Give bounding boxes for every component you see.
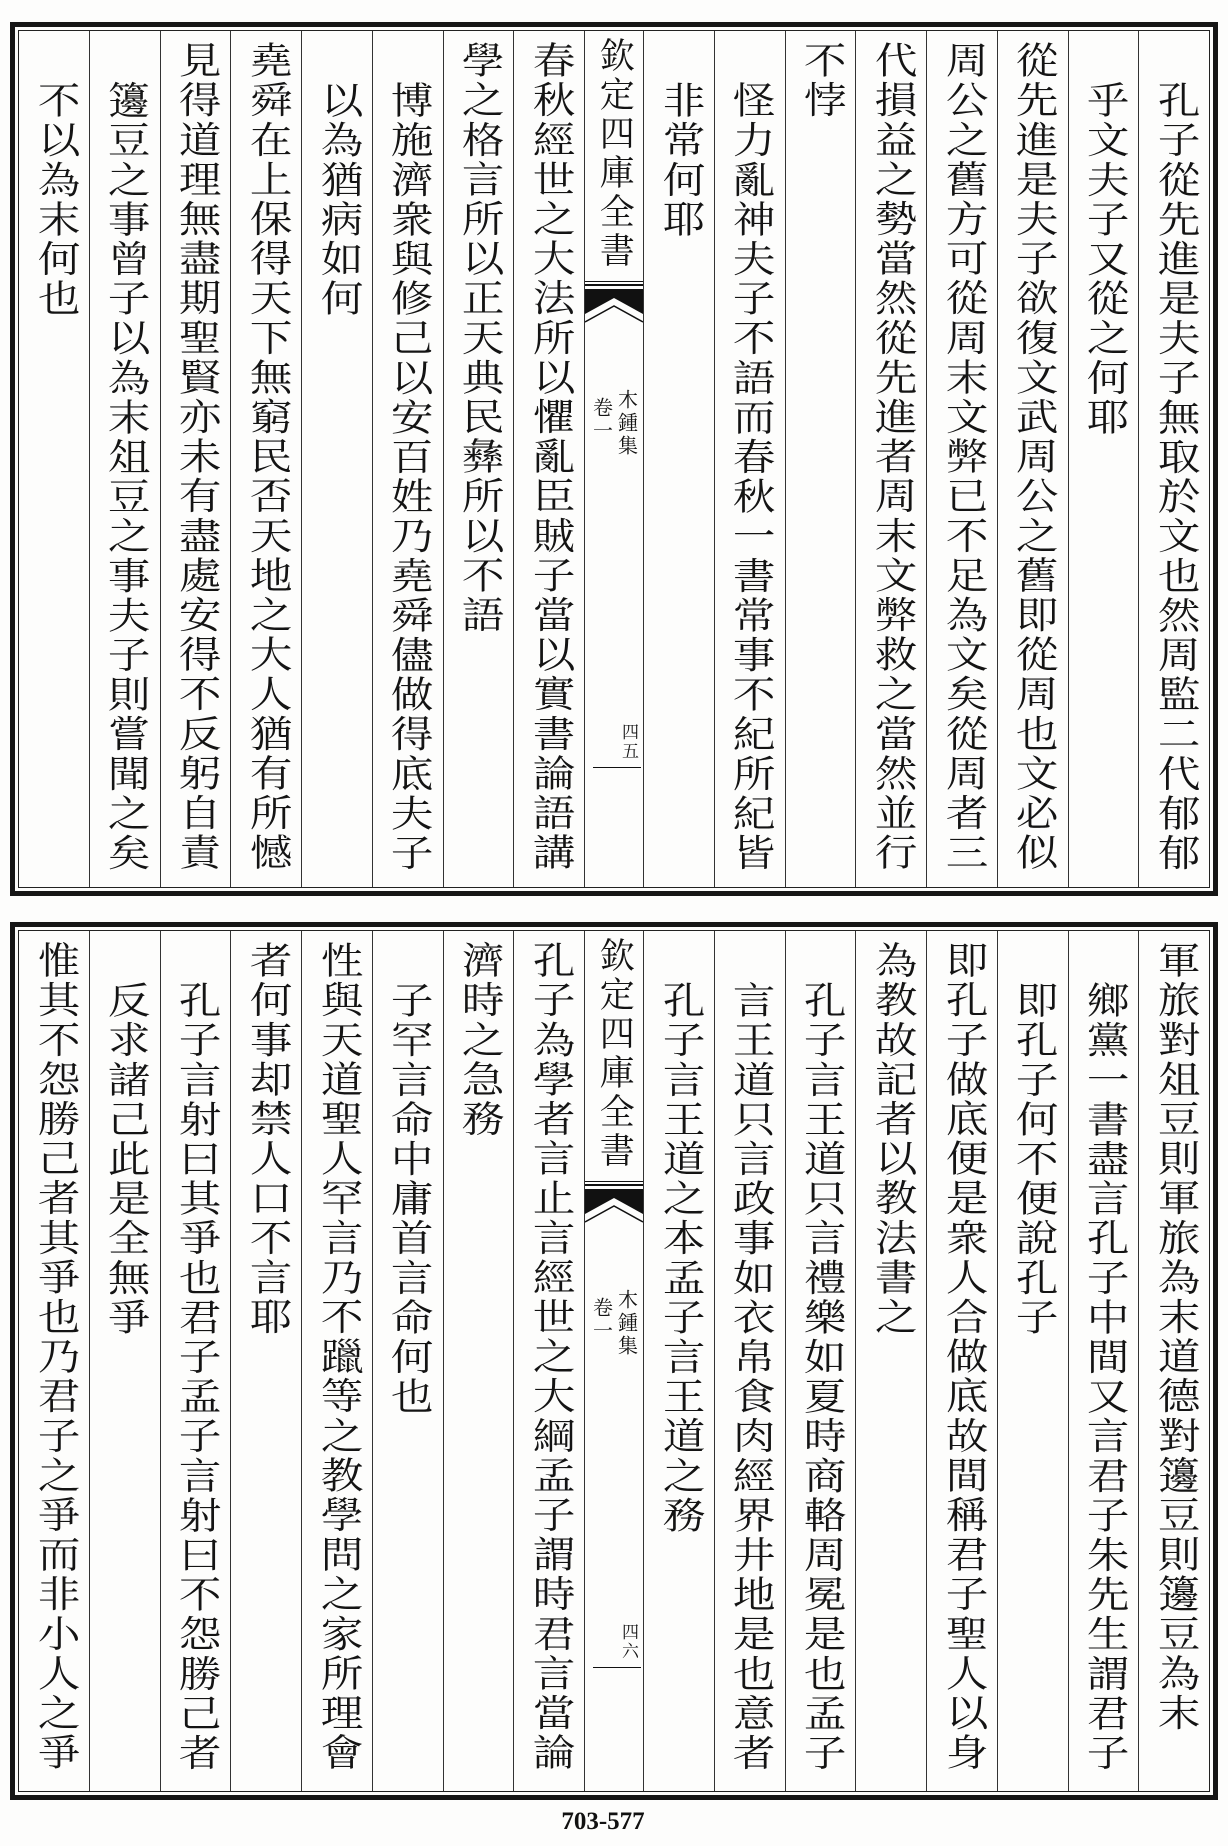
page-frame-bottom bbox=[10, 922, 1218, 1800]
column-text: 為教故記者以教法書之 bbox=[867, 941, 917, 1337]
column-text: 即孔子做底便是衆人合做底故間稱君子聖人以身 bbox=[938, 941, 988, 1773]
text-column bbox=[643, 931, 714, 1791]
text-column bbox=[160, 931, 231, 1791]
text-column bbox=[372, 931, 443, 1791]
text-column bbox=[785, 931, 856, 1791]
column-text: 子罕言命中庸首言命何也 bbox=[383, 980, 434, 1417]
column-text: 見得道理無盡期聖賢亦未有盡處安得不反躬自責 bbox=[171, 41, 221, 873]
text-column bbox=[513, 31, 584, 887]
collection-title: 木鍾集 bbox=[614, 1289, 639, 1358]
fishtail-mark bbox=[585, 284, 643, 326]
text-column bbox=[1138, 931, 1209, 1791]
column-text: 不悖 bbox=[796, 41, 846, 121]
fold-label bbox=[585, 1289, 643, 1358]
column-text: 言王道只言政事如衣帛食肉經界井地是也意者 bbox=[725, 980, 776, 1773]
column-text: 學之格言所以正天典民彝所以不語 bbox=[454, 41, 504, 635]
column-text: 性與天道聖人罕言乃不躐等之教學問之家所理會 bbox=[313, 941, 363, 1773]
column-text: 博施濟衆與修己以安百姓乃堯舜儘做得底夫子 bbox=[383, 80, 434, 873]
column-text: 從先進是夫子欲復文武周公之舊即從周也文必似 bbox=[1008, 41, 1059, 873]
column-text: 孔子為學者言止言經世之大綱孟子謂時君言當論 bbox=[525, 941, 575, 1773]
book-title: 欽定四庫全書 bbox=[594, 37, 635, 271]
text-column bbox=[89, 31, 160, 887]
column-text: 軍旅對俎豆則軍旅為末道德對籩豆則籩豆為末 bbox=[1150, 941, 1200, 1733]
volume-label: 卷一 bbox=[589, 1297, 614, 1343]
text-column bbox=[997, 931, 1068, 1791]
fold-title-box bbox=[585, 931, 643, 1182]
volume-label: 卷一 bbox=[589, 397, 614, 443]
text-column bbox=[160, 31, 231, 887]
column-text: 不以為末何也 bbox=[30, 80, 80, 319]
text-column bbox=[855, 931, 926, 1791]
page-number: 四五 bbox=[618, 723, 638, 761]
column-text: 濟時之急務 bbox=[454, 941, 504, 1139]
column-text: 非常何耶 bbox=[655, 80, 705, 239]
column-text: 孔子從先進是夫子無取於文也然周監二代郁郁 bbox=[1150, 80, 1200, 873]
column-text: 乎文夫子又從之何耶 bbox=[1079, 80, 1129, 437]
column-text: 者何事却禁人口不言耶 bbox=[242, 941, 292, 1337]
text-column bbox=[643, 31, 714, 887]
collection-title: 木鍾集 bbox=[614, 389, 639, 458]
column-text: 惟其不怨勝己者其爭也乃君子之爭而非小人之爭 bbox=[30, 941, 80, 1773]
text-column bbox=[513, 931, 584, 1791]
column-text: 鄉黨一書盡言孔子中間又言君子朱先生謂君子 bbox=[1079, 980, 1129, 1773]
fold-title-box bbox=[585, 31, 643, 282]
text-column bbox=[855, 31, 926, 887]
page-inner-border bbox=[18, 30, 1210, 888]
text-column bbox=[301, 931, 372, 1791]
text-column bbox=[926, 931, 997, 1791]
column-text: 孔子言王道之本孟子言王道之務 bbox=[655, 980, 705, 1535]
column-grid bbox=[19, 31, 1209, 887]
text-column bbox=[926, 31, 997, 887]
text-column bbox=[714, 31, 785, 887]
book-title: 欽定四庫全書 bbox=[594, 937, 635, 1171]
column-text: 代損益之勢當然從先進者周末文弊救之當然並行 bbox=[867, 41, 917, 873]
text-column bbox=[19, 31, 89, 887]
text-column bbox=[785, 31, 856, 887]
column-text: 孔子言王道只言禮樂如夏時商輅周冕是也孟子 bbox=[796, 980, 846, 1773]
text-column bbox=[443, 31, 514, 887]
text-column bbox=[443, 931, 514, 1791]
column-text: 籩豆之事曾子以為末俎豆之事夫子則嘗聞之矣 bbox=[100, 80, 151, 873]
text-column bbox=[301, 31, 372, 887]
fold-column bbox=[584, 31, 643, 887]
page-number-rule bbox=[593, 767, 641, 768]
text-column bbox=[997, 31, 1068, 887]
column-text: 孔子言射曰其爭也君子孟子言射曰不怨勝己者 bbox=[171, 980, 221, 1773]
column-text: 怪力亂神夫子不語而春秋一書常事不紀所紀皆 bbox=[725, 80, 776, 873]
column-text: 以為猶病如何 bbox=[313, 80, 363, 319]
page-inner-border bbox=[18, 930, 1210, 1792]
text-column bbox=[1068, 931, 1139, 1791]
text-column bbox=[372, 31, 443, 887]
fishtail-mark bbox=[585, 1184, 643, 1226]
fold-label bbox=[585, 389, 643, 458]
column-text: 堯舜在上保得天下無窮民否天地之大人猶有所憾 bbox=[242, 41, 292, 873]
page-number: 四六 bbox=[618, 1623, 638, 1661]
page-number-rule bbox=[593, 1667, 641, 1668]
column-grid bbox=[19, 931, 1209, 1791]
column-text: 周公之舊方可從周末文弊已不足為文矣從周者三 bbox=[938, 41, 988, 873]
text-column bbox=[1068, 31, 1139, 887]
text-column bbox=[714, 931, 785, 1791]
column-text: 反求諸己此是全無爭 bbox=[100, 980, 151, 1337]
page-code: 703-577 bbox=[561, 1808, 645, 1835]
page-frame-top bbox=[10, 22, 1218, 896]
fold-column bbox=[584, 931, 643, 1791]
text-column bbox=[230, 931, 301, 1791]
text-column bbox=[230, 31, 301, 887]
text-column bbox=[89, 931, 160, 1791]
text-column bbox=[19, 931, 89, 1791]
column-text: 即孔子何不便說孔子 bbox=[1008, 980, 1059, 1337]
text-column bbox=[1138, 31, 1209, 887]
column-text: 春秋經世之大法所以懼亂臣賊子當以實書論語講 bbox=[525, 41, 575, 873]
